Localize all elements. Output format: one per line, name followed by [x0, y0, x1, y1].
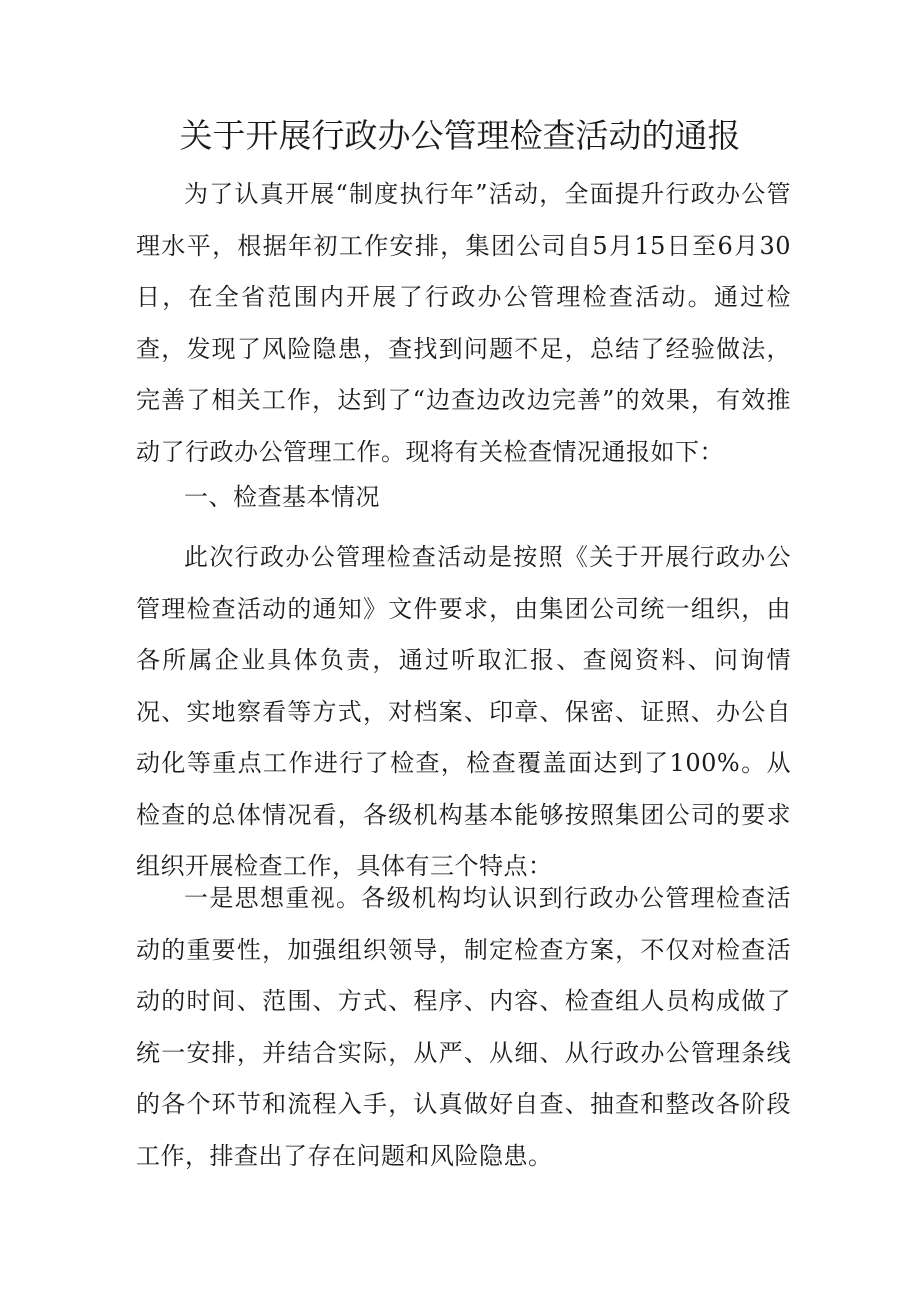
- feature-one-paragraph: 一是思想重视。各级机构均认识到行政办公管理检查活动的重要性，加强组织领导，制定检查方案，不仅对检查活动的时间、范围、方式、程序、内容、检查组人员构成做了统一安排，并结合实际，从严、从细、从行政办公管理条线的各个环节和流程入手，认真做好自查、抽查和整改各阶段工作，排查出了存在问题和风险隐患。: [136, 884, 791, 1170]
- section-heading-basic-situation: 一、检查基本情况: [184, 483, 380, 511]
- document-title: 关于开展行政办公管理检查活动的通报: [179, 116, 741, 155]
- basic-situation-paragraph: 此次行政办公管理检查活动是按照《关于开展行政办公管理检查活动的通知》文件要求，由集团公司统一组织，由各所属企业具体负责，通过听取汇报、查阅资料、问询情况、实地察看等方式，对档案、印章、保密、证照、办公自动化等重点工作进行了检查，检查覆盖面达到了100%。从检查的总体情况看，各级机构基本能够按照集团公司的要求组织开展检查工作，具体有三个特点：: [136, 543, 791, 880]
- intro-paragraph: 为了认真开展“制度执行年”活动，全面提升行政办公管理水平，根据年初工作安排，集团公司自5月15日至6月30日，在全省范围内开展了行政办公管理检查活动。通过检查，发现了风险隐患，查找到问题不足，总结了经验做法，完善了相关工作，达到了“边查边改边完善”的效果，有效推动了行政办公管理工作。现将有关检查情况通报如下：: [136, 180, 791, 466]
